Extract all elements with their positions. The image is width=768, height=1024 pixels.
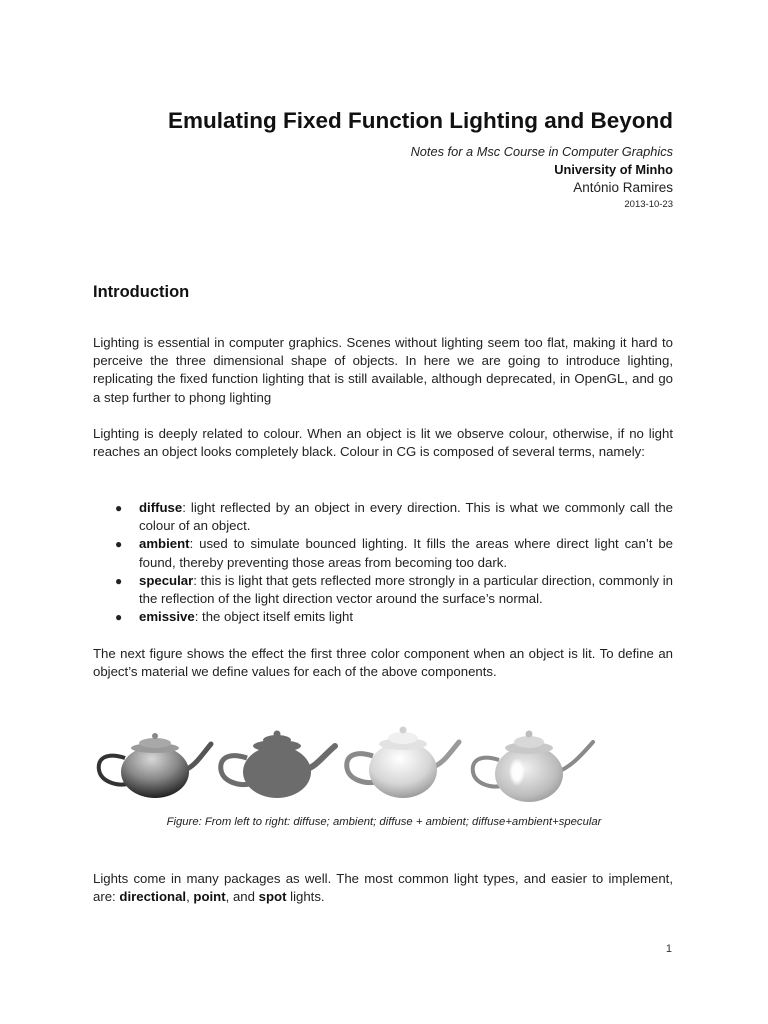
paragraph-light-types — [93, 870, 673, 906]
term-description: : used to simulate bounced lighting. It fills the areas where direct light can’t be found, thereby preventing those areas from becoming too dark. — [139, 536, 673, 570]
teapot-diffuse-icon — [99, 733, 211, 798]
separator: , and — [225, 889, 259, 905]
document-date: 2013-10-23 — [624, 199, 673, 210]
term-spot: spot — [258, 889, 287, 905]
term-directional: directional — [119, 889, 187, 905]
term-description: : the object itself emits light — [194, 609, 354, 625]
list-item-diffuse — [93, 499, 673, 535]
separator: , — [186, 889, 194, 905]
paragraph-lighting-essential: Lighting is essential in computer graphics. Scenes without lighting seem too flat, making it hard to perceive the three dimensional shape of objects. In here we are going to introduce lighting, replicating the fixed function lighting that is still available, although deprecated, in OpenGL, and go a step further to phong lighting — [93, 335, 673, 405]
bullet-icon: ● — [115, 573, 123, 588]
list-item-emissive — [93, 608, 673, 626]
bullet-icon: ● — [115, 501, 123, 515]
teapot-figure — [93, 714, 609, 802]
bullet-icon: ● — [115, 610, 123, 625]
paragraph-next-figure: The next figure shows the effect the first three color component when an object is lit. To define an object’s material we define values for each of the above components. — [93, 646, 673, 680]
teapot-ambient-icon — [221, 731, 335, 799]
colour-terms-list — [93, 499, 673, 626]
term-description: : light reflected by an object in every direction. This is what we commonly call the colour of an object. — [139, 500, 673, 534]
bullet-icon: ● — [115, 537, 123, 552]
list-item-specular — [93, 572, 673, 608]
figure-caption: Figure: From left to right: diffuse; ambient; diffuse + ambient; diffuse+ambient+specular — [166, 816, 602, 828]
section-heading-introduction: Introduction — [93, 283, 190, 301]
university-name: University of Minho — [554, 162, 673, 177]
term-diffuse: diffuse — [139, 500, 183, 515]
term-ambient: ambient — [139, 536, 190, 552]
term-specular: specular — [139, 572, 194, 588]
list-item-ambient — [93, 535, 673, 571]
term-description: : this is light that gets reflected more strongly in a particular direction, commonly in the reflection of the light direction vector around the surface’s normal. — [139, 572, 673, 607]
term-point: point — [193, 889, 226, 905]
light-types-intro: Lights come in many packages as well. The most common light types, and easier to implement, are: — [93, 871, 673, 905]
light-types-end: lights. — [286, 889, 325, 905]
author-name: António Ramires — [573, 180, 673, 195]
paragraph-lighting-colour: Lighting is deeply related to colour. When an object is lit we observe colour, otherwise, if no light reaches an object looks completely black. Colour in CG is composed of several terms, namely: — [93, 426, 673, 460]
document-title: Emulating Fixed Function Lighting and Beyond — [168, 108, 673, 133]
document-subtitle: Notes for a Msc Course in Computer Graphics — [410, 144, 673, 159]
term-emissive: emissive — [139, 609, 195, 625]
page-number: 1 — [665, 943, 672, 955]
teapot-diffuse-ambient-icon — [347, 727, 459, 799]
teapot-specular-icon — [473, 731, 593, 803]
